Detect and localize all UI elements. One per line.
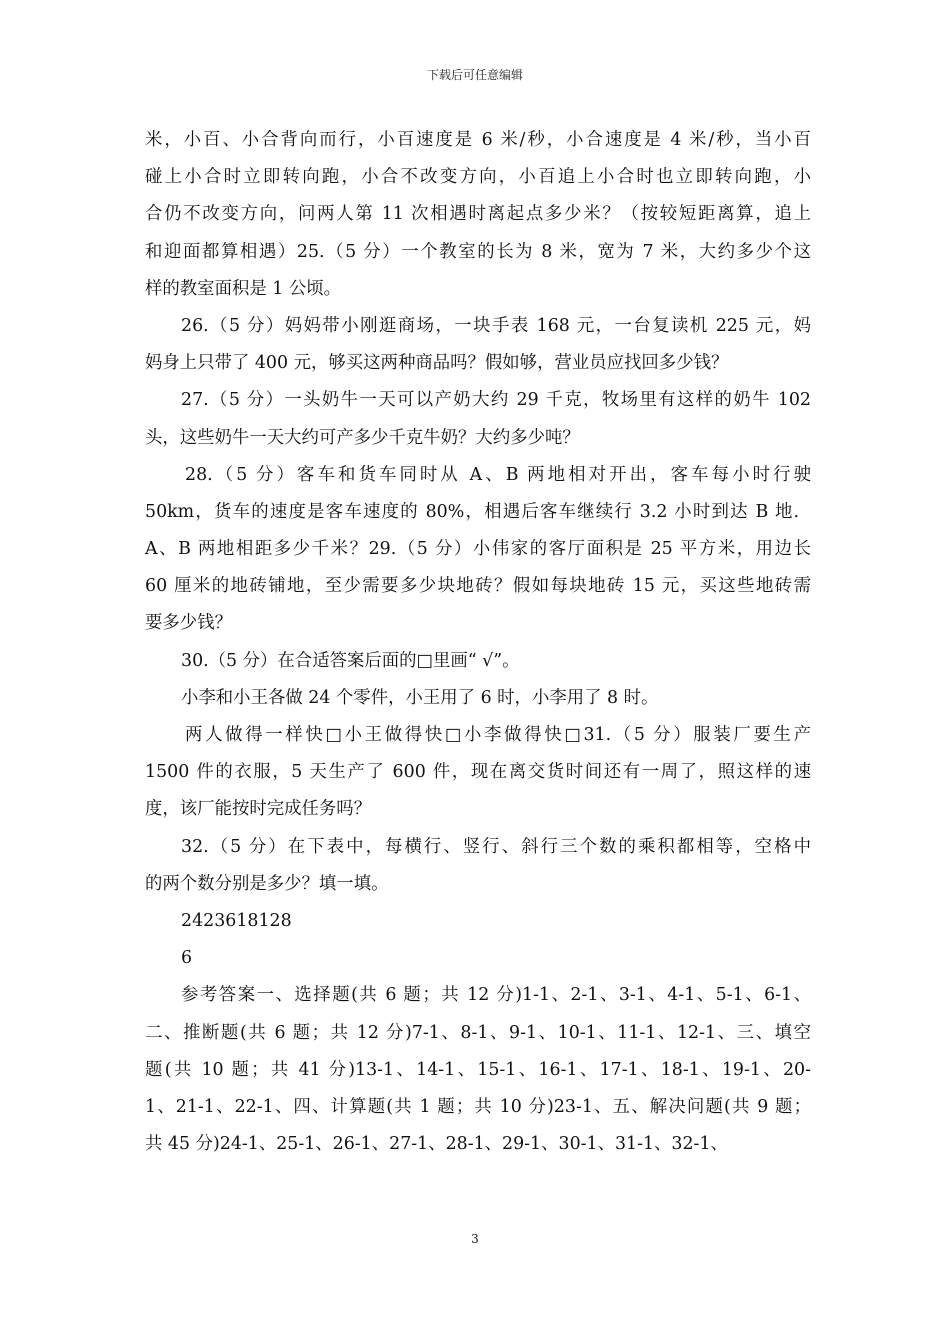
text-line: 碰上小合时立即转向跑，小合不改变方向，小百追上小合时也立即转向跑，小 xyxy=(145,167,811,188)
text-line: 的两个数分别是多少？填一填。 xyxy=(145,873,389,894)
text-line: 度，该厂能按时完成任务吗？ xyxy=(145,799,372,820)
page-number: 3 xyxy=(471,1232,479,1246)
text-line: 60 厘米的地砖铺地，至少需要多少块地砖？假如每块地砖 15 元，买这些地砖需 xyxy=(145,576,811,597)
text-line: 二、推断题(共 6 题；共 12 分)7-1、8-1、9-1、10-1、11-1、12-1、三、填空 xyxy=(145,1022,811,1043)
text-line: 共 45 分)24-1、25-1、26-1、27-1、28-1、29-1、30-1、31-1、32-1、 xyxy=(145,1134,728,1155)
text-line: 50km，货车的速度是客车速度的 80%，相遇后客车继续行 3.2 小时到达 B 地． xyxy=(145,501,811,522)
text-line: 合仍不改变方向，问两人第 11 次相遇时离起点多少米？（按较短距离算，追上 xyxy=(145,204,811,225)
table-values-line: 2423618128 xyxy=(181,910,292,931)
text-line: 1、21-1、22-1、四、计算题(共 1 题；共 10 分)23-1、五、解决问题(共 9 题； xyxy=(145,1096,811,1117)
question-28-line: 28.（5 分）客车和货车同时从 A、B 两地相对开出，客车每小时行驶 xyxy=(185,464,811,485)
text-line: 小李和小王各做 24 个零件，小王用了 6 时，小李用了 8 时。 xyxy=(181,687,659,708)
text-line: 和迎面都算相遇）25.（5 分）一个教室的长为 8 米，宽为 7 米，大约多少个这 xyxy=(145,241,811,262)
text-line: 头，这些奶牛一天大约可产多少千克牛奶？大约多少吨？ xyxy=(145,427,580,448)
text-line: 题(共 10 题；共 41 分)13-1、14-1、15-1、16-1、17-1、18-1、19-1、20- xyxy=(145,1059,811,1080)
text-line: A、B 两地相距多少千米？29.（5 分）小伟家的客厅面积是 25 平方米，用边长 xyxy=(145,539,811,560)
question-26-line: 26.（5 分）妈妈带小刚逛商场，一块手表 168 元，一台复读机 225 元，妈 xyxy=(181,315,811,336)
question-30-line: 30.（5 分）在合适答案后面的□里画“ √”。 xyxy=(181,650,520,671)
question-32-line: 32.（5 分）在下表中，每横行、竖行、斜行三个数的乘积都相等，空格中 xyxy=(181,836,811,857)
text-line: 妈身上只带了 400 元，够买这两种商品吗？假如够，营业员应找回多少钱？ xyxy=(145,353,729,374)
text-line: 米，小百、小合背向而行，小百速度是 6 米/秒，小合速度是 4 米/秒，当小百 xyxy=(145,130,811,150)
table-values-line: 6 xyxy=(181,948,193,969)
answer-options-line: 两人做得一样快□小王做得快□小李做得快□31.（5 分）服装厂要生产 xyxy=(185,725,811,745)
text-line: 要多少钱？ xyxy=(145,613,232,634)
page-header: 下载后可任意编辑 xyxy=(426,68,523,82)
text-line: 样的教室面积是 1 公顷。 xyxy=(145,278,342,299)
answer-key-line: 参考答案一、选择题(共 6 题；共 12 分)1-1、2-1、3-1、4-1、5-1、6-1、 xyxy=(181,985,811,1006)
question-27-line: 27.（5 分）一头奶牛一天可以产奶大约 29 千克，牧场里有这样的奶牛 102 xyxy=(181,390,811,411)
text-line: 1500 件的衣服，5 天生产了 600 件，现在离交货时间还有一周了，照这样的速 xyxy=(145,762,811,783)
document-body xyxy=(145,122,811,1163)
